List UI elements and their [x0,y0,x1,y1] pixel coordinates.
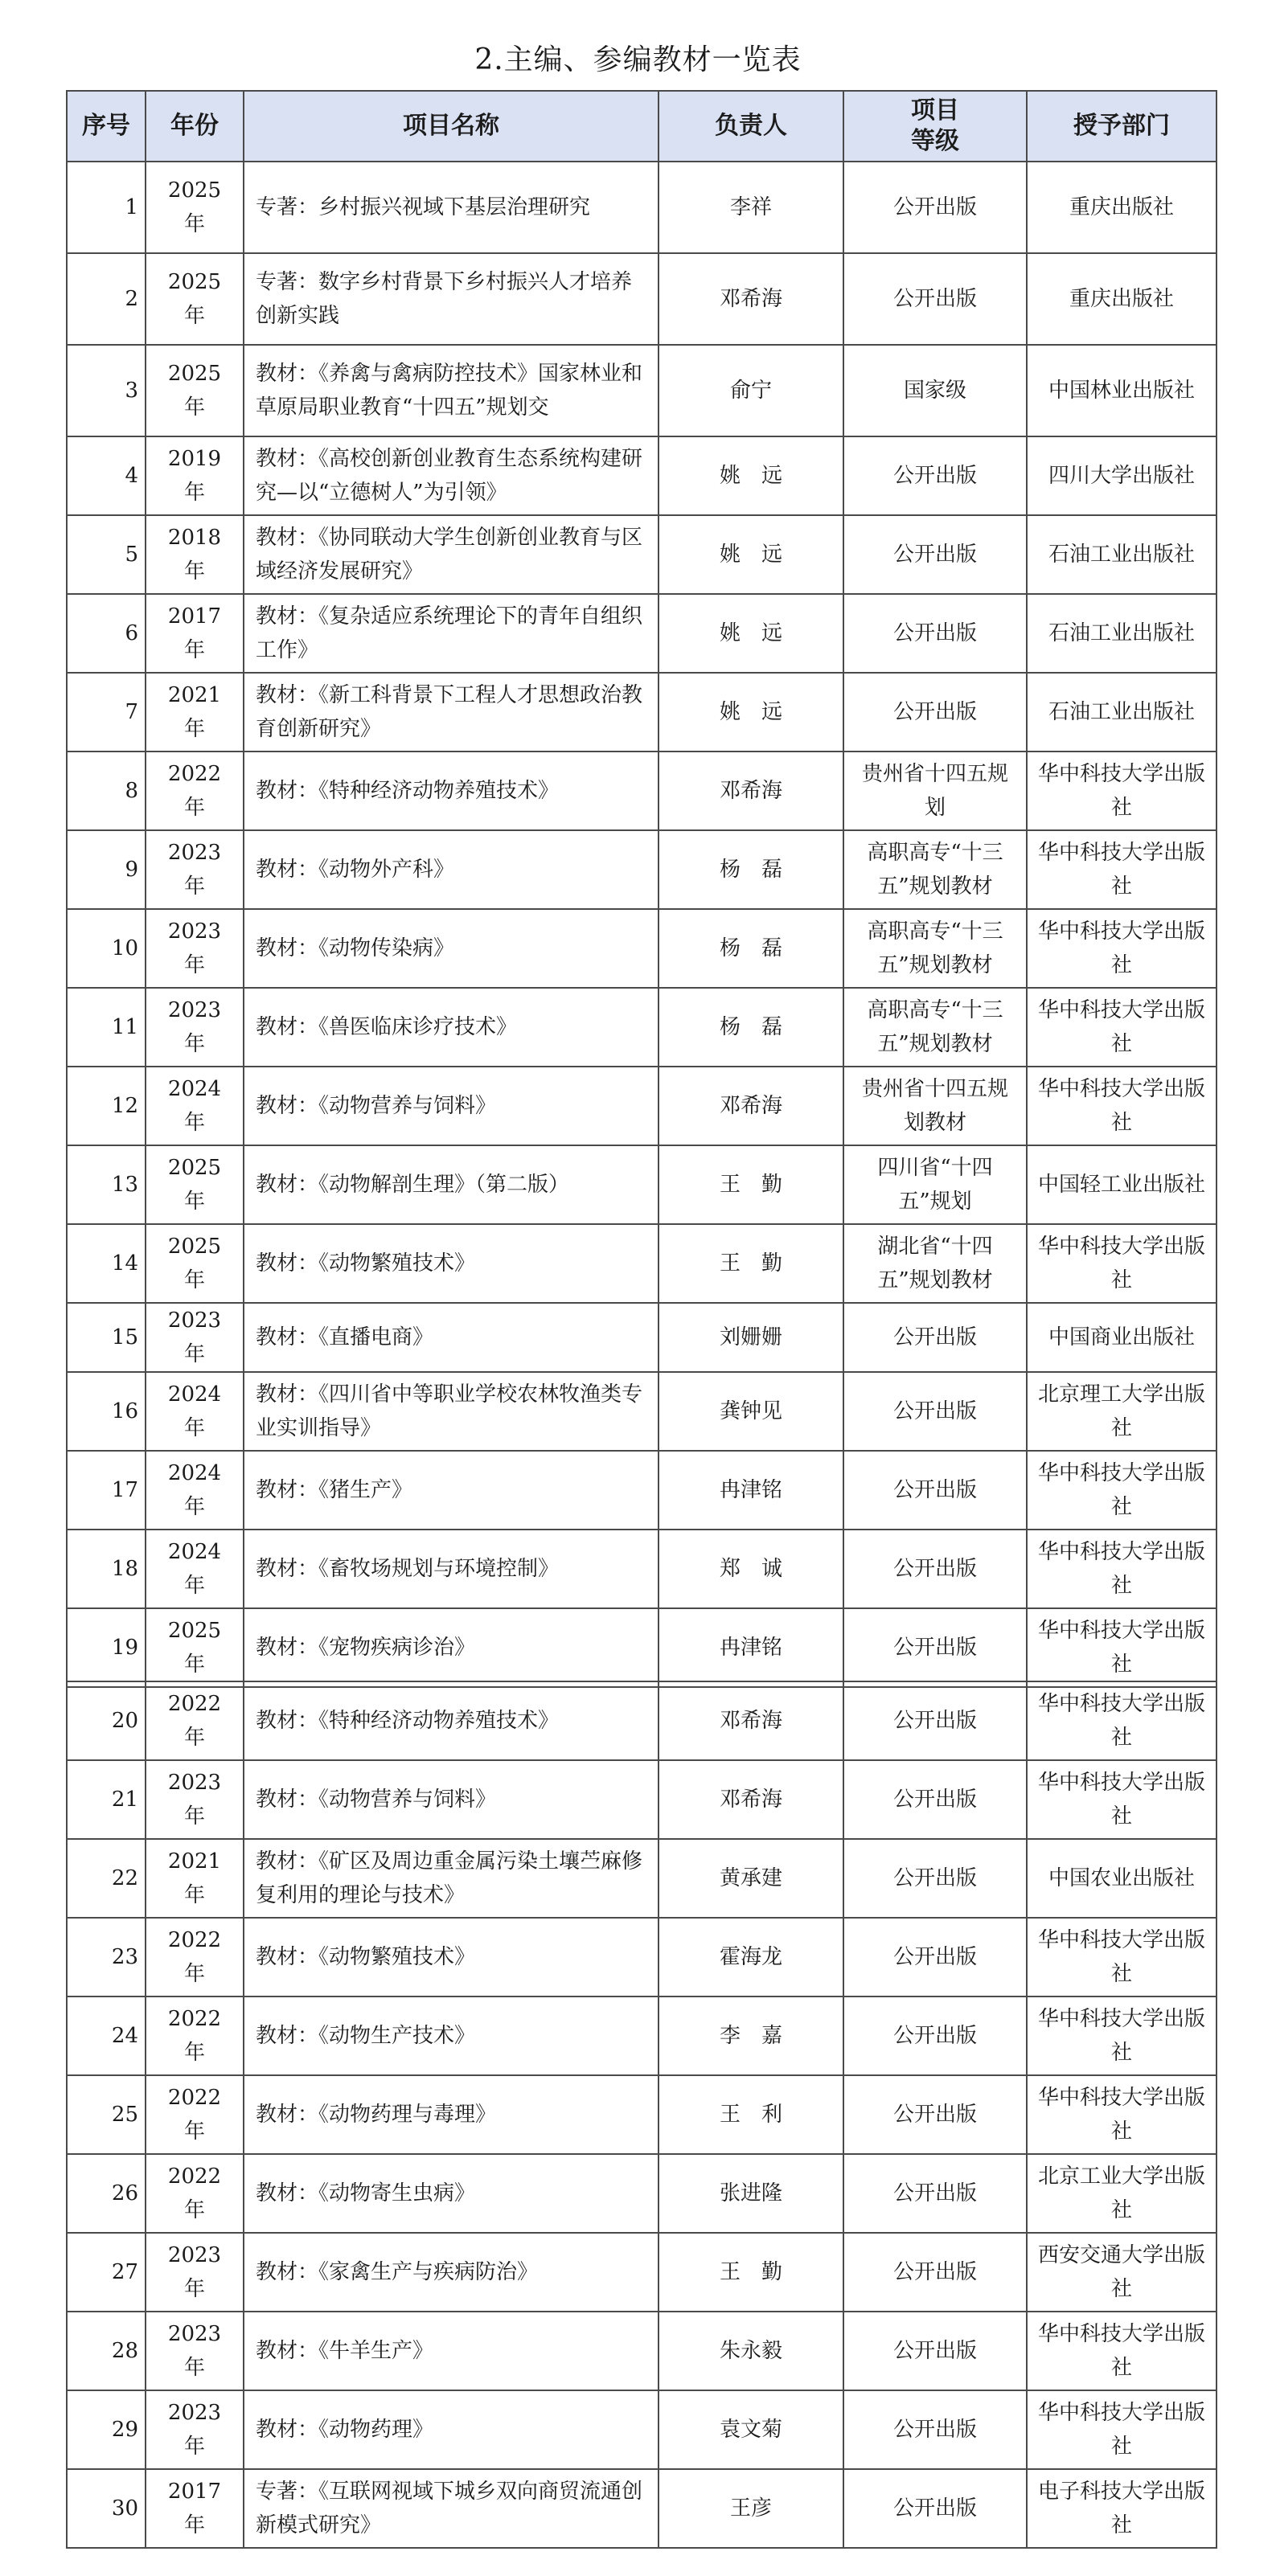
cell-dept: 北京工业大学出版社 [1027,2154,1217,2233]
cell-leader: 李祥 [659,162,843,253]
table-row [67,1224,1217,1303]
cell-leader: 朱永毅 [659,2312,843,2390]
cell-leader: 冉津铭 [659,1608,843,1687]
cell-name: 教材：《猪生产》 [244,1451,659,1530]
cell-name: 教材：《动物繁殖技术》 [244,1224,659,1303]
table-row [67,1681,1217,1760]
cell-year: 2024 年 [146,1530,244,1608]
cell-leader: 邓希海 [659,1760,843,1839]
cell-dept: 中国林业出版社 [1027,345,1217,436]
cell-level: 贵州省十四五规划 [843,752,1027,830]
header-year: 年份 [146,91,244,162]
cell-seq: 2 [67,253,146,345]
table-row [67,1451,1217,1530]
cell-dept: 华中科技大学出版社 [1027,752,1217,830]
cell-level: 四川省“十四五”规划 [843,1145,1027,1224]
cell-level: 公开出版 [843,2075,1027,2154]
cell-level: 公开出版 [843,253,1027,345]
cell-dept: 中国农业出版社 [1027,1839,1217,1918]
cell-leader: 霍海龙 [659,1918,843,1997]
cell-name: 专著：数字乡村背景下乡村振兴人才培养创新实践 [244,253,659,345]
cell-level: 高职高专“十三五”规划教材 [843,909,1027,988]
cell-name: 教材：《动物外产科》 [244,830,659,909]
cell-level: 高职高专“十三五”规划教材 [843,988,1027,1067]
header-dept: 授予部门 [1027,91,1217,162]
cell-level: 公开出版 [843,515,1027,594]
cell-leader: 姚 远 [659,515,843,594]
cell-name: 教材：《宠物疾病诊治》 [244,1608,659,1687]
cell-seq: 4 [67,436,146,515]
cell-seq: 6 [67,594,146,673]
cell-leader: 王彦 [659,2469,843,2548]
table-row [67,1530,1217,1608]
cell-seq: 19 [67,1608,146,1687]
cell-year: 2017 年 [146,594,244,673]
cell-year: 2024 年 [146,1372,244,1451]
cell-year: 2017 年 [146,2469,244,2548]
cell-leader: 王 勤 [659,1145,843,1224]
cell-dept: 华中科技大学出版社 [1027,1530,1217,1608]
cell-level: 高职高专“十三五”规划教材 [843,830,1027,909]
cell-year: 2018 年 [146,515,244,594]
cell-seq: 20 [67,1681,146,1760]
cell-name: 教材：《兽医临床诊疗技术》 [244,988,659,1067]
cell-dept: 华中科技大学出版社 [1027,1760,1217,1839]
cell-name: 教材：《牛羊生产》 [244,2312,659,2390]
cell-leader: 邓希海 [659,1681,843,1760]
cell-dept: 重庆出版社 [1027,253,1217,345]
cell-year: 2023 年 [146,2312,244,2390]
cell-level: 公开出版 [843,1997,1027,2075]
cell-seq: 8 [67,752,146,830]
cell-seq: 28 [67,2312,146,2390]
cell-year: 2021 年 [146,1839,244,1918]
cell-dept: 北京理工大学出版社 [1027,1372,1217,1451]
cell-year: 2022 年 [146,1918,244,1997]
cell-dept: 华中科技大学出版社 [1027,2075,1217,2154]
cell-seq: 7 [67,673,146,752]
cell-year: 2023 年 [146,2390,244,2469]
cell-name: 教材：《家禽生产与疾病防治》 [244,2233,659,2312]
cell-level: 公开出版 [843,436,1027,515]
cell-dept: 电子科技大学出版社 [1027,2469,1217,2548]
cell-name: 教材：《动物药理与毒理》 [244,2075,659,2154]
cell-level: 公开出版 [843,2154,1027,2233]
cell-year: 2024 年 [146,1067,244,1145]
cell-name: 教材：《矿区及周边重金属污染土壤苎麻修复利用的理论与技术》 [244,1839,659,1918]
cell-year: 2023 年 [146,1303,244,1372]
cell-year: 2021 年 [146,673,244,752]
cell-dept: 华中科技大学出版社 [1027,1608,1217,1687]
cell-seq: 1 [67,162,146,253]
cell-leader: 龚钟见 [659,1372,843,1451]
header-name: 项目名称 [244,91,659,162]
cell-leader: 俞宁 [659,345,843,436]
cell-leader: 杨 磊 [659,988,843,1067]
cell-dept: 华中科技大学出版社 [1027,1681,1217,1760]
cell-name: 教材：《动物寄生虫病》 [244,2154,659,2233]
cell-leader: 邓希海 [659,253,843,345]
table-row [67,2154,1217,2233]
table-row [67,752,1217,830]
cell-leader: 袁文菊 [659,2390,843,2469]
cell-level: 公开出版 [843,2233,1027,2312]
table-row [67,2390,1217,2469]
cell-dept: 华中科技大学出版社 [1027,988,1217,1067]
cell-leader: 李 嘉 [659,1997,843,2075]
header-seq: 序号 [67,91,146,162]
cell-dept: 华中科技大学出版社 [1027,2312,1217,2390]
cell-year: 2023 年 [146,988,244,1067]
cell-dept: 中国轻工业出版社 [1027,1145,1217,1224]
cell-name: 教材：《高校创新创业教育生态系统构建研究—以“立德树人”为引领》 [244,436,659,515]
cell-leader: 杨 磊 [659,909,843,988]
cell-seq: 17 [67,1451,146,1530]
cell-name: 专著：乡村振兴视域下基层治理研究 [244,162,659,253]
cell-year: 2025 年 [146,1145,244,1224]
cell-name: 教材：《动物营养与饲料》 [244,1760,659,1839]
table-row [67,1372,1217,1451]
cell-dept: 华中科技大学出版社 [1027,1918,1217,1997]
cell-leader: 邓希海 [659,1067,843,1145]
cell-seq: 11 [67,988,146,1067]
cell-year: 2024 年 [146,1451,244,1530]
cell-leader: 冉津铭 [659,1451,843,1530]
table-row [67,594,1217,673]
cell-year: 2025 年 [146,1224,244,1303]
table-row [67,1997,1217,2075]
cell-seq: 3 [67,345,146,436]
cell-seq: 27 [67,2233,146,2312]
cell-year: 2025 年 [146,345,244,436]
cell-leader: 姚 远 [659,436,843,515]
table-row [67,2312,1217,2390]
cell-seq: 13 [67,1145,146,1224]
table-row [67,253,1217,345]
cell-name: 教材：《复杂适应系统理论下的青年自组织工作》 [244,594,659,673]
cell-name: 教材：《动物营养与饲料》 [244,1067,659,1145]
table-row [67,1145,1217,1224]
textbook-table-part-2 [66,1681,1217,2549]
cell-seq: 24 [67,1997,146,2075]
cell-seq: 22 [67,1839,146,1918]
cell-name: 教材：《动物生产技术》 [244,1997,659,2075]
table-row [67,673,1217,752]
cell-seq: 29 [67,2390,146,2469]
cell-dept: 华中科技大学出版社 [1027,1224,1217,1303]
cell-level: 公开出版 [843,1681,1027,1760]
cell-year: 2025 年 [146,253,244,345]
cell-leader: 王 利 [659,2075,843,2154]
table-row [67,1303,1217,1372]
table-row [67,436,1217,515]
cell-year: 2025 年 [146,1608,244,1687]
cell-year: 2022 年 [146,2075,244,2154]
cell-level: 公开出版 [843,1918,1027,1997]
cell-level: 公开出版 [843,1303,1027,1372]
cell-name: 教材：《畜牧场规划与环境控制》 [244,1530,659,1608]
cell-dept: 四川大学出版社 [1027,436,1217,515]
cell-leader: 郑 诚 [659,1530,843,1608]
cell-level: 公开出版 [843,1839,1027,1918]
cell-seq: 21 [67,1760,146,1839]
cell-leader: 刘姗姗 [659,1303,843,1372]
cell-year: 2022 年 [146,752,244,830]
cell-level: 公开出版 [843,673,1027,752]
cell-seq: 25 [67,2075,146,2154]
cell-name: 教材：《动物解剖生理》（第二版） [244,1145,659,1224]
cell-level: 国家级 [843,345,1027,436]
cell-level: 公开出版 [843,1530,1027,1608]
cell-seq: 10 [67,909,146,988]
table-row [67,909,1217,988]
cell-leader: 张进隆 [659,2154,843,2233]
table-row [67,1839,1217,1918]
cell-dept: 华中科技大学出版社 [1027,909,1217,988]
cell-leader: 邓希海 [659,752,843,830]
cell-dept: 西安交通大学出版社 [1027,2233,1217,2312]
cell-name: 教材：《动物繁殖技术》 [244,1918,659,1997]
table-row [67,2075,1217,2154]
cell-seq: 23 [67,1918,146,1997]
cell-dept: 华中科技大学出版社 [1027,1067,1217,1145]
cell-name: 教材：《直播电商》 [244,1303,659,1372]
cell-dept: 重庆出版社 [1027,162,1217,253]
cell-year: 2019 年 [146,436,244,515]
cell-level: 公开出版 [843,1608,1027,1687]
cell-seq: 15 [67,1303,146,1372]
table-row [67,1760,1217,1839]
cell-level: 公开出版 [843,162,1027,253]
cell-year: 2023 年 [146,830,244,909]
cell-dept: 华中科技大学出版社 [1027,2390,1217,2469]
table-row [67,1918,1217,1997]
cell-level: 公开出版 [843,1372,1027,1451]
cell-dept: 华中科技大学出版社 [1027,1997,1217,2075]
cell-dept: 华中科技大学出版社 [1027,1451,1217,1530]
cell-level: 公开出版 [843,2469,1027,2548]
cell-dept: 华中科技大学出版社 [1027,830,1217,909]
table-row [67,1067,1217,1145]
cell-year: 2023 年 [146,909,244,988]
page-title: 2.主编、参编教材一览表 [474,43,802,76]
cell-year: 2022 年 [146,1997,244,2075]
cell-year: 2022 年 [146,2154,244,2233]
cell-level: 公开出版 [843,2390,1027,2469]
cell-leader: 杨 磊 [659,830,843,909]
cell-level: 公开出版 [843,594,1027,673]
cell-name: 教材：《养禽与禽病防控技术》国家林业和草原局职业教育“十四五”规划交 [244,345,659,436]
cell-leader: 黄承建 [659,1839,843,1918]
cell-seq: 9 [67,830,146,909]
cell-name: 教材：《协同联动大学生创新创业教育与区域经济发展研究》 [244,515,659,594]
table-row [67,162,1217,253]
cell-name: 教材：《特种经济动物养殖技术》 [244,752,659,830]
cell-name: 教材：《四川省中等职业学校农林牧渔类专业实训指导》 [244,1372,659,1451]
cell-seq: 26 [67,2154,146,2233]
cell-dept: 石油工业出版社 [1027,594,1217,673]
cell-year: 2023 年 [146,1760,244,1839]
header-level: 项目 等级 [843,91,1027,162]
cell-name: 教材：《特种经济动物养殖技术》 [244,1681,659,1760]
cell-leader: 王 勤 [659,2233,843,2312]
cell-dept: 中国商业出版社 [1027,1303,1217,1372]
cell-leader: 姚 远 [659,594,843,673]
cell-level: 公开出版 [843,1760,1027,1839]
table-row [67,2233,1217,2312]
cell-seq: 5 [67,515,146,594]
cell-seq: 18 [67,1530,146,1608]
table-row [67,515,1217,594]
table-row [67,1608,1217,1687]
table-row [67,830,1217,909]
table-row [67,345,1217,436]
cell-level: 公开出版 [843,1451,1027,1530]
cell-leader: 姚 远 [659,673,843,752]
cell-level: 湖北省“十四五”规划教材 [843,1224,1027,1303]
cell-dept: 石油工业出版社 [1027,673,1217,752]
table-header-row [67,91,1217,162]
cell-level: 贵州省十四五规划教材 [843,1067,1027,1145]
header-leader: 负责人 [659,91,843,162]
cell-seq: 14 [67,1224,146,1303]
cell-leader: 王 勤 [659,1224,843,1303]
cell-year: 2025 年 [146,162,244,253]
cell-seq: 30 [67,2469,146,2548]
cell-year: 2023 年 [146,2233,244,2312]
cell-name: 教材：《动物传染病》 [244,909,659,988]
cell-year: 2022 年 [146,1681,244,1760]
cell-name: 专著：《互联网视域下城乡双向商贸流通创新模式研究》 [244,2469,659,2548]
cell-name: 教材：《动物药理》 [244,2390,659,2469]
cell-dept: 石油工业出版社 [1027,515,1217,594]
table-row [67,2469,1217,2548]
cell-seq: 12 [67,1067,146,1145]
table-row [67,988,1217,1067]
cell-level: 公开出版 [843,2312,1027,2390]
textbook-table-part-1 [66,90,1217,1688]
cell-name: 教材：《新工科背景下工程人才思想政治教育创新研究》 [244,673,659,752]
cell-seq: 16 [67,1372,146,1451]
